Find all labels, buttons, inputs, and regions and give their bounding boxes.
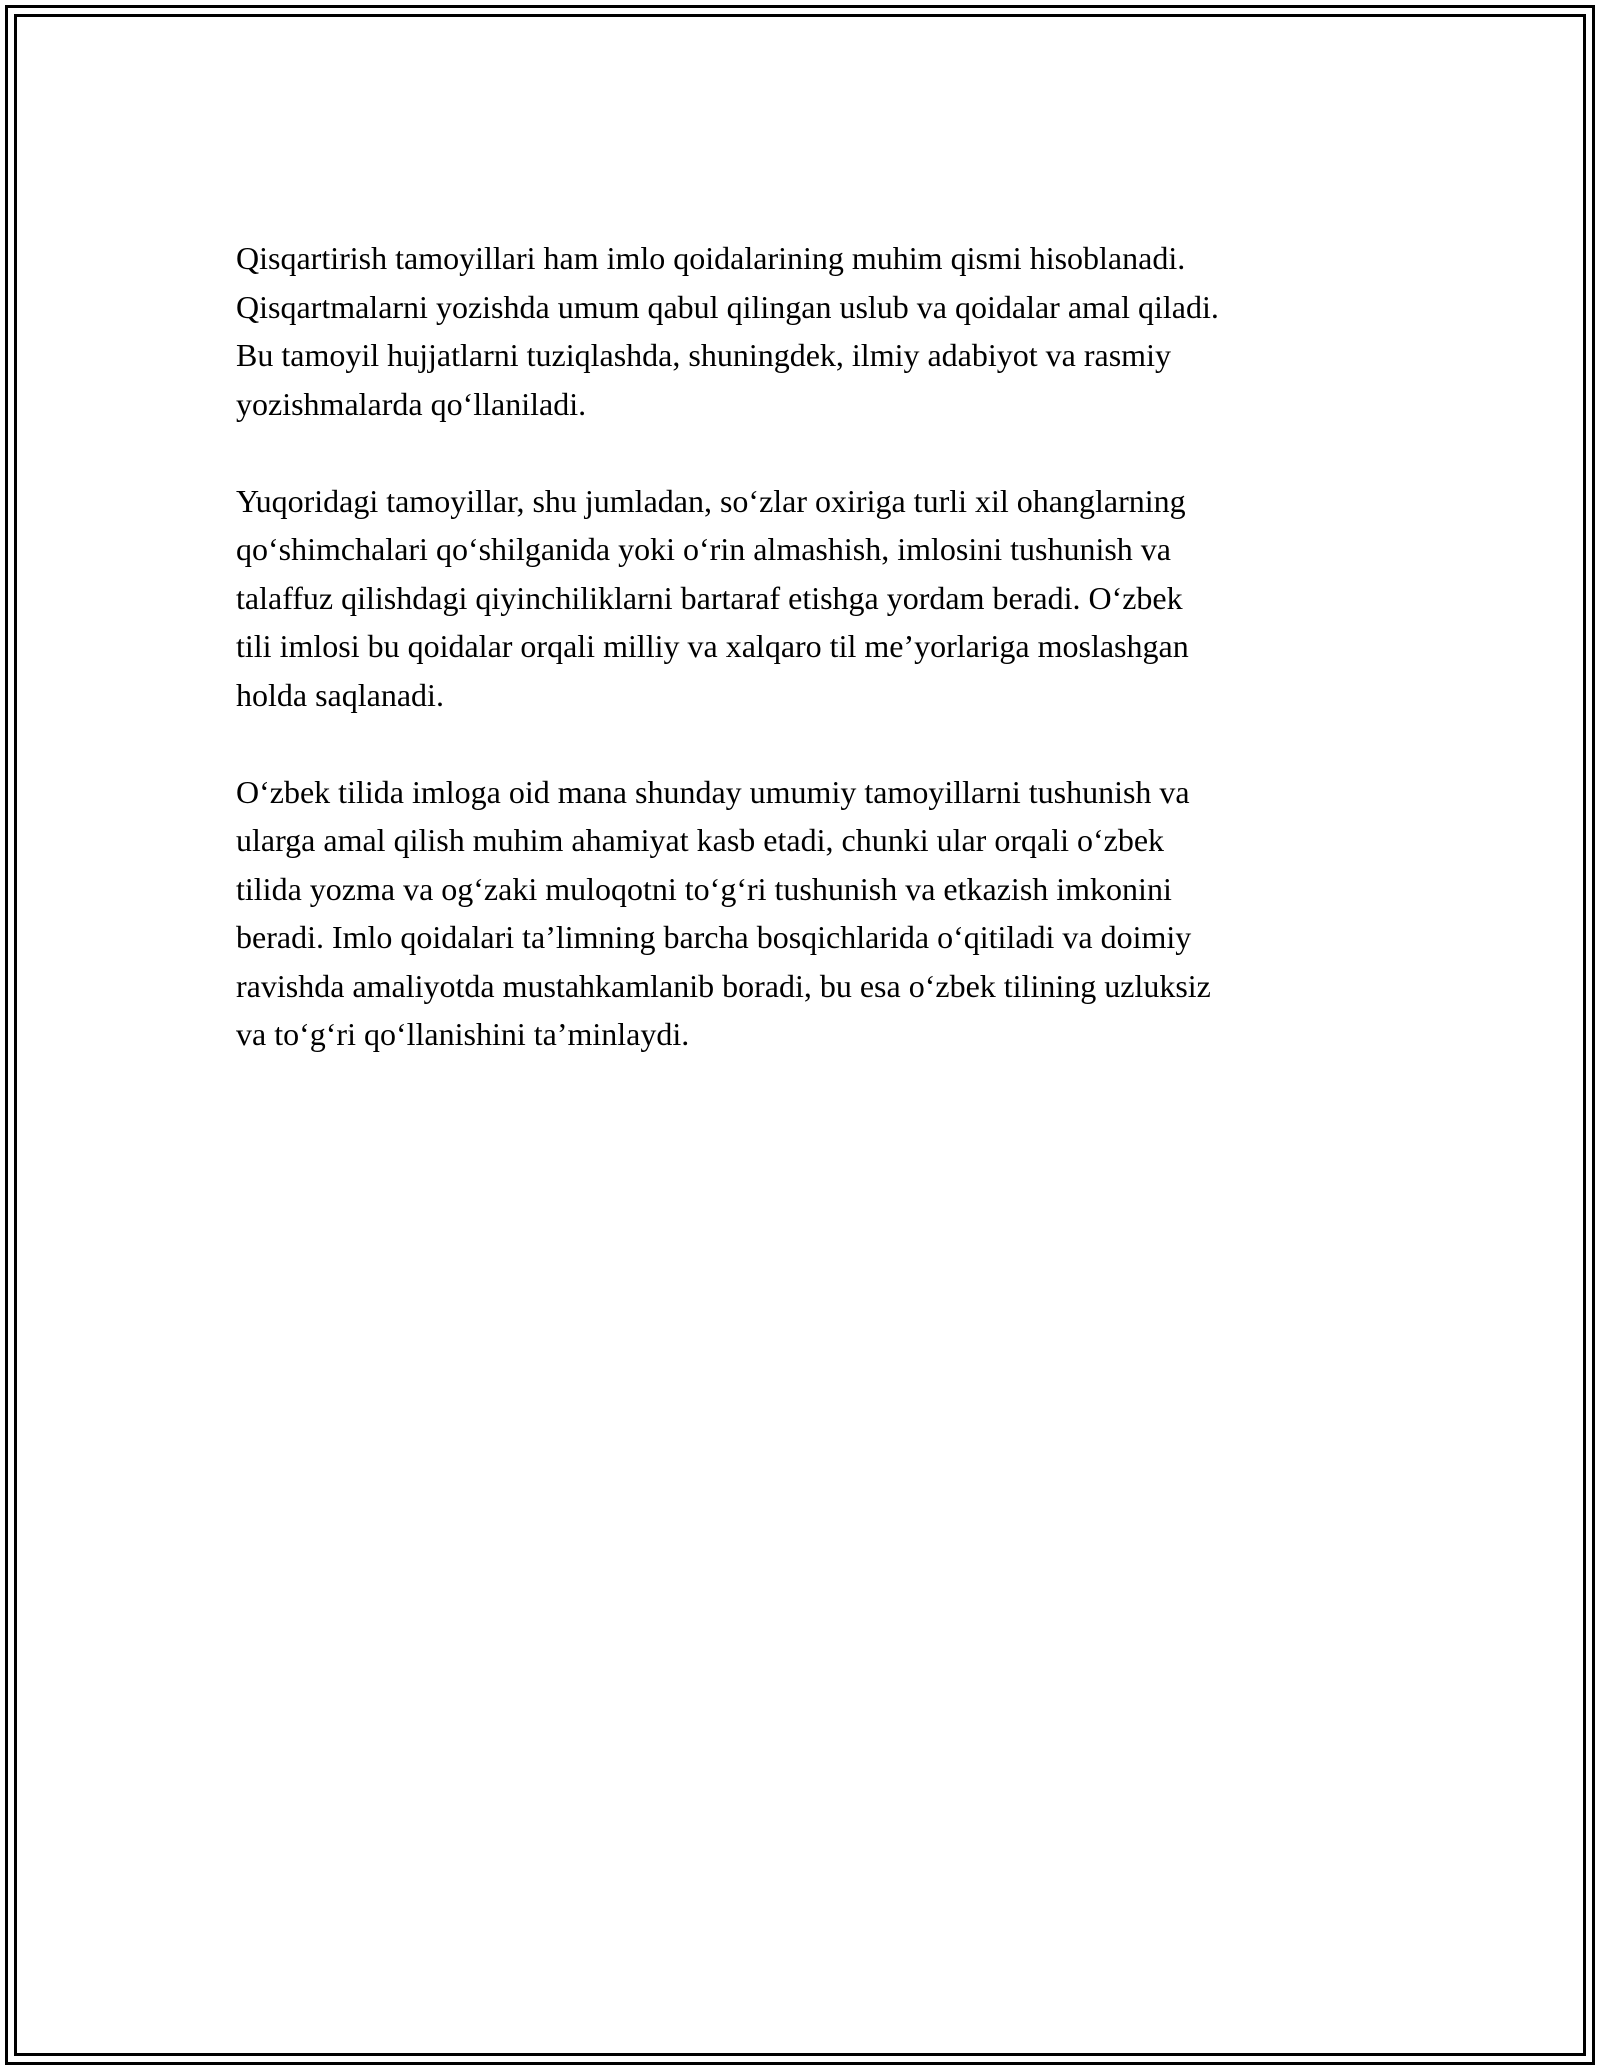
paragraph-2: Yuqoridagi tamoyillar, shu jumladan, so‘zlar oxiriga turli xil ohanglarning qo‘shimchalari qo‘shilganida yoki o‘rin almashish, imlosini tushunish va talaffuz qilishdagi qiyinchiliklarni bartaraf etishga yordam beradi. O‘zbek tili imlosi bu qoidalar orqali milliy va xalqaro til me’yorlariga moslashgan holda saqlanadi. [236,482,1189,713]
paragraph-3: O‘zbek tilida imloga oid mana shunday umumiy tamoyillarni tushunish va ularga amal qilish muhim ahamiyat kasb etadi, chunki ular orqali o‘zbek tilida yozma va og‘zaki muloqotni to‘g‘ri tushunish va etkazish imkonini beradi. Imlo qoidalari ta’limning barcha bosqichlarida o‘qitiladi va doimiy ravishda amaliyotda mustahkamlanib boradi, bu esa o‘zbek tilining uzluksiz va to‘g‘ri qo‘llanishini ta’minlaydi. [236,773,1211,1052]
document-body [236,234,1376,1107]
paragraph-1: Qisqartirish tamoyillari ham imlo qoidalarining muhim qismi hisoblanadi. Qisqartmalarni yozishda umum qabul qilingan uslub va qoidalar amal qiladi. Bu tamoyil hujjatlarni tuziqlashda, shuningdek, ilmiy adabiyot va rasmiy yozishmalarda qo‘llaniladi. [236,240,1219,422]
